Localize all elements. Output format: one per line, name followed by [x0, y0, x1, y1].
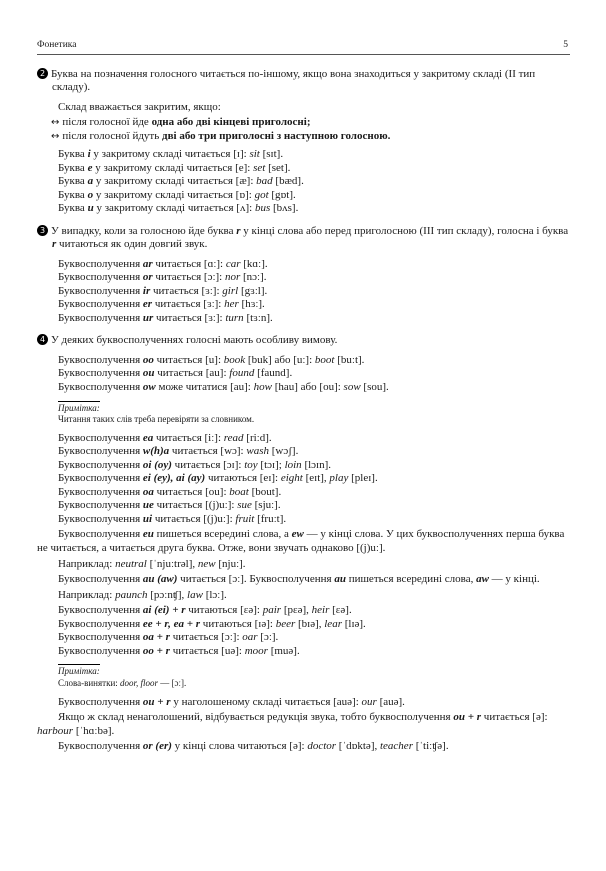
text-run: [lɪə]. — [341, 617, 366, 630]
paragraph — [37, 528, 570, 555]
text-run: у закритому складі читається [æ]: — [93, 175, 257, 188]
paragraph — [37, 696, 570, 710]
rule-line — [58, 312, 570, 326]
text-run: — [ɔː]. — [158, 677, 187, 688]
text-run: читається [ou]: — [153, 485, 230, 498]
text-run: ue — [142, 499, 154, 512]
text-run: ou + r — [142, 695, 171, 708]
text-run: Буквосполучення — [58, 271, 143, 284]
text-run: u — [87, 202, 94, 215]
text-run: [gɜːl]. — [238, 284, 268, 297]
text-run: ow — [142, 380, 156, 393]
text-run: Якщо ж склад ненаголошений, відбувається редукція звука, тобто буквосполучення — [58, 711, 454, 724]
text-run: book — [223, 353, 246, 366]
text-run: [pleɪ]. — [348, 472, 378, 485]
paragraph — [37, 558, 570, 572]
text-run: r — [236, 224, 241, 237]
text-run: читається [iː]: — [153, 431, 224, 444]
text-run: Буквосполучення — [58, 499, 143, 512]
text-run: у закритому складі читається [ʌ]: — [93, 202, 255, 215]
text-run: [lɔː]. — [202, 588, 227, 601]
text-run: wash — [246, 445, 269, 458]
text-run: boat — [229, 485, 249, 498]
text-run: [fruːt]. — [254, 512, 287, 525]
note-text — [58, 414, 570, 426]
text-run: Читання таких слів треба перевіряти за словником. — [58, 414, 255, 425]
text-run: Буквосполучення — [58, 512, 143, 525]
text-run: одна або дві кінцеві приголосні; — [151, 116, 311, 129]
text-run: Слова-винятки: — [58, 677, 121, 688]
text-run: Буквосполучення — [58, 631, 143, 644]
text-run: ai (ei) + r — [142, 604, 186, 617]
text-run: Буквосполучення — [58, 445, 143, 458]
text-run: eight — [280, 472, 303, 485]
text-run: [bæd]. — [272, 175, 304, 188]
rule-line — [58, 432, 570, 446]
text-run: Буквосполучення — [58, 573, 143, 586]
paragraph — [37, 589, 570, 603]
text-run: [sou]. — [360, 380, 389, 393]
text-run: читається [uə]: — [169, 644, 245, 657]
text-run: У випадку, коли за голосною йде буква — [51, 224, 237, 237]
text-run: or (er) — [142, 740, 172, 753]
text-run: got — [254, 188, 269, 201]
text-run: читається [ɔː]: — [169, 631, 243, 644]
text-run: ew — [291, 528, 304, 541]
text-run: Буквосполучення — [58, 528, 143, 541]
text-run: door, floor — [120, 677, 159, 688]
text-run: sue — [237, 499, 252, 512]
text-run: [njuː]. — [215, 557, 246, 570]
text-run: Буква — [58, 202, 88, 215]
text-run: [set]. — [265, 161, 291, 174]
text-run: Буква — [58, 175, 88, 188]
text-run: au — [334, 573, 346, 586]
paragraph — [37, 101, 570, 115]
text-run: [lɔɪn]. — [301, 458, 332, 471]
arrow-icon: ↔ — [51, 117, 60, 129]
text-run: [buk] або [uː]: — [245, 353, 315, 366]
rule-line — [58, 486, 570, 500]
note-block — [58, 664, 570, 689]
text-run: — у кінці слова. У цих буквосполученнях перша буква не читається, а читається друга буква. Отже, вони звучать однаково [(j)uː]. — [37, 528, 565, 554]
text-run: [buːt]. — [334, 353, 365, 366]
text-run: found — [229, 367, 255, 380]
text-run: Буквосполучення — [58, 695, 143, 708]
text-run: Буква — [58, 161, 88, 174]
rule-line — [58, 367, 570, 381]
text-run: [pɔːnʧ], — [147, 588, 188, 601]
text-run: oa — [142, 485, 154, 498]
text-run: fruit — [235, 512, 255, 525]
item-number-badge: 4 — [37, 334, 48, 345]
rule-line — [58, 148, 570, 162]
text-run: [bʌs]. — [270, 202, 299, 215]
text-run: set — [253, 161, 266, 174]
text-run: Буквосполучення — [58, 353, 143, 366]
rule-line — [58, 499, 570, 513]
header-rule — [37, 54, 570, 55]
text-run: читається [ɔɪ]: — [171, 458, 245, 471]
text-run: [auə]. — [376, 695, 405, 708]
text-run: oar — [242, 631, 258, 644]
rule-line — [58, 189, 570, 203]
text-run: r — [52, 238, 57, 251]
text-run: Наприклад: — [58, 557, 116, 570]
rule-line — [58, 258, 570, 272]
text-run: eu — [142, 528, 154, 541]
text-run: ea — [142, 431, 154, 444]
text-run: [wɔʃ]. — [269, 445, 299, 458]
text-run: new — [197, 557, 216, 570]
text-run: дві або три приголосні з наступною голосною. — [162, 129, 391, 142]
text-run: [ˈdɒktə], — [336, 740, 380, 753]
arrow-icon: ↔ — [51, 130, 60, 142]
text-run: w(h)a — [142, 445, 170, 458]
text-run: [muə]. — [267, 644, 300, 657]
text-run: може читатися [au]: — [155, 380, 254, 393]
condition-line — [51, 116, 570, 130]
note-text — [58, 678, 570, 690]
text-run: Буква — [58, 148, 88, 161]
text-run: paunch — [115, 588, 148, 601]
text-run: er — [142, 298, 153, 311]
text-run: Буквосполучення — [58, 380, 143, 393]
text-run: sow — [343, 380, 361, 393]
rule-line — [58, 513, 570, 527]
text-run: читаються як один довгий звук. — [56, 238, 208, 251]
text-run: [eɪt], — [302, 472, 330, 485]
text-run: ei (ey), ai (ay) — [142, 472, 206, 485]
text-run: читається [(j)uː]: — [152, 512, 236, 525]
text-run: [ˈtiːʧə]. — [412, 740, 449, 753]
text-run: — у кінці. — [488, 573, 540, 586]
text-run: turn — [225, 311, 244, 324]
text-run: У деяких буквосполученнях голосні мають особливу вимову. — [51, 334, 338, 347]
text-run: у закритому складі читається [e]: — [92, 161, 254, 174]
page-number: 5 — [563, 40, 568, 50]
text-run: [bɪə], — [295, 617, 325, 630]
text-run: how — [253, 380, 272, 393]
text-run: у кінці слова або перед приголосною (ІІІ тип складу), голосна і буква — [240, 224, 569, 237]
text-run: читається [u]: — [153, 353, 224, 366]
rule-line — [58, 645, 570, 659]
text-run: [faund]. — [254, 367, 293, 380]
text-run: teacher — [379, 740, 413, 753]
text-run: читається [ɜː]: — [153, 311, 226, 324]
text-run: читається [ə]: — [481, 711, 548, 724]
text-run: читаються [eɪ]: — [205, 472, 281, 485]
text-run: au (aw) — [142, 573, 178, 586]
text-run: читається [(j)uː]: — [153, 499, 238, 512]
rule-line — [58, 271, 570, 285]
text-run: читається [au]: — [154, 367, 230, 380]
text-run: ou + r — [453, 711, 482, 724]
text-run: Буквосполучення — [58, 257, 143, 270]
text-run: Буквосполучення — [58, 485, 143, 498]
paragraph — [37, 711, 570, 738]
text-run: i — [87, 148, 91, 161]
text-run: [sɪt]. — [259, 148, 284, 161]
text-run: Буквосполучення — [58, 458, 143, 471]
rule-line — [58, 175, 570, 189]
item-number-badge: 3 — [37, 225, 48, 236]
text-run: у наголошеному складі читається [auə]: — [170, 695, 362, 708]
text-run: our — [361, 695, 377, 708]
text-run: Буквосполучення — [58, 644, 143, 657]
text-run: law — [187, 588, 203, 601]
text-run: boot — [314, 353, 335, 366]
paragraph — [37, 740, 570, 754]
text-run: пишеться всередині слова, — [345, 573, 477, 586]
text-run: o — [87, 188, 94, 201]
rule-line — [58, 472, 570, 486]
text-run: lear — [324, 617, 342, 630]
text-run: [ˈnjuːtrəl], — [146, 557, 198, 570]
text-run: [ɛə]. — [329, 604, 352, 617]
note-block — [58, 401, 570, 426]
page-header — [37, 40, 570, 54]
text-run: читається [ɑː]: — [152, 257, 226, 270]
rule-line — [58, 298, 570, 312]
text-run: nor — [224, 271, 241, 284]
text-run: pair — [262, 604, 282, 617]
text-run: play — [329, 472, 349, 485]
text-run: a — [87, 175, 94, 188]
text-run: [bout]. — [248, 485, 282, 498]
text-run: bus — [254, 202, 271, 215]
text-run: harbour — [37, 724, 74, 737]
text-run: Буквосполучення — [58, 740, 143, 753]
text-run: читаються [ɛə]: — [185, 604, 263, 617]
text-run: [ˈhɑːbə]. — [73, 724, 115, 737]
text-run: Буквосполучення — [58, 367, 143, 380]
text-run: ui — [142, 512, 153, 525]
text-run: [nɔː]. — [240, 271, 267, 284]
item-number-badge: 2 — [37, 68, 48, 79]
text-run: Буква на позначення голосного читається по-іншому, якщо вона знаходиться у закритому складі (ІІ тип складу). — [51, 67, 536, 94]
text-run: neutral — [115, 557, 147, 570]
text-run: ar — [142, 257, 153, 270]
text-run: читається [ɜː]: — [150, 284, 223, 297]
text-run: toy — [244, 458, 258, 471]
text-run: читається [ɜː]: — [152, 298, 225, 311]
text-run: Буква — [58, 188, 88, 201]
text-run: Буквосполучення — [58, 472, 143, 485]
section-paragraph — [37, 225, 570, 252]
rule-line — [58, 202, 570, 216]
text-run: читається [wɔ]: — [169, 445, 247, 458]
rule-line — [58, 354, 570, 368]
text-run: sit — [249, 148, 260, 161]
text-run: her — [224, 298, 239, 311]
text-run: ee + r, ea + r — [142, 617, 201, 630]
section-paragraph — [37, 68, 570, 95]
note-label: Примітка: — [58, 666, 100, 677]
paragraph — [37, 573, 570, 587]
rule-line — [58, 285, 570, 299]
text-run: moor — [244, 644, 268, 657]
text-run: у закритому складі читається [ɪ]: — [90, 148, 250, 161]
note-label: Примітка: — [58, 402, 100, 413]
text-run: oo — [142, 353, 154, 366]
text-run: [hɜː]. — [238, 298, 265, 311]
text-run: read — [223, 431, 244, 444]
text-run: oi (oy) — [142, 458, 172, 471]
text-run: пишеться всередині слова, а — [153, 528, 292, 541]
text-run: e — [87, 161, 93, 174]
text-run: beer — [275, 617, 296, 630]
text-run: читається [ɔː]: — [152, 271, 225, 284]
text-run: car — [225, 257, 241, 270]
text-run: ir — [142, 284, 151, 297]
text-run: [tɜːn]. — [243, 311, 273, 324]
text-run: heir — [311, 604, 330, 617]
text-run: [tɔɪ]; — [257, 458, 285, 471]
text-run: у кінці слова читаються [ə]: — [171, 740, 308, 753]
text-run: ur — [142, 311, 154, 324]
rule-line — [58, 618, 570, 632]
text-run: or — [142, 271, 153, 284]
text-run: [pɛə], — [281, 604, 312, 617]
rule-line — [58, 162, 570, 176]
text-run: у закритому складі читається [ɒ]: — [93, 188, 255, 201]
condition-line — [51, 130, 570, 144]
text-run: Буквосполучення — [58, 604, 143, 617]
text-run: [kɑː]. — [240, 257, 268, 270]
text-run: Буквосполучення — [58, 311, 143, 324]
running-header-title: Фонетика — [37, 40, 77, 50]
text-run: Буквосполучення — [58, 284, 143, 297]
text-run: читаються [ɪə]: — [200, 617, 276, 630]
text-run: ou — [142, 367, 155, 380]
text-run: Наприклад: — [58, 588, 116, 601]
text-run: doctor — [307, 740, 337, 753]
rule-line — [58, 381, 570, 395]
text-run: [gɒt]. — [268, 188, 296, 201]
text-run: Буквосполучення — [58, 431, 143, 444]
rule-line — [58, 604, 570, 618]
text-run: [ɔː]. — [257, 631, 279, 644]
text-run: [sjuː]. — [251, 499, 281, 512]
text-run: girl — [222, 284, 239, 297]
text-run: читається [ɔː]. Буквосполучення — [177, 573, 335, 586]
text-run: після голосної йдуть — [62, 129, 163, 142]
text-run: bad — [256, 175, 273, 188]
text-run: [riːd]. — [243, 431, 272, 444]
text-run: [hau] або [ou]: — [271, 380, 344, 393]
text-run: після голосної йде — [62, 116, 152, 129]
text-run: Буквосполучення — [58, 298, 143, 311]
text-run: Буквосполучення — [58, 617, 143, 630]
rule-line — [58, 459, 570, 473]
rule-line — [58, 445, 570, 459]
rule-line — [58, 631, 570, 645]
text-run: oo + r — [142, 644, 170, 657]
text-run: Склад вважається закритим, якщо: — [58, 100, 221, 113]
text-run: aw — [476, 573, 489, 586]
text-run: loin — [284, 458, 302, 471]
document-body — [37, 68, 570, 754]
text-run: oa + r — [142, 631, 170, 644]
section-paragraph — [37, 334, 570, 348]
